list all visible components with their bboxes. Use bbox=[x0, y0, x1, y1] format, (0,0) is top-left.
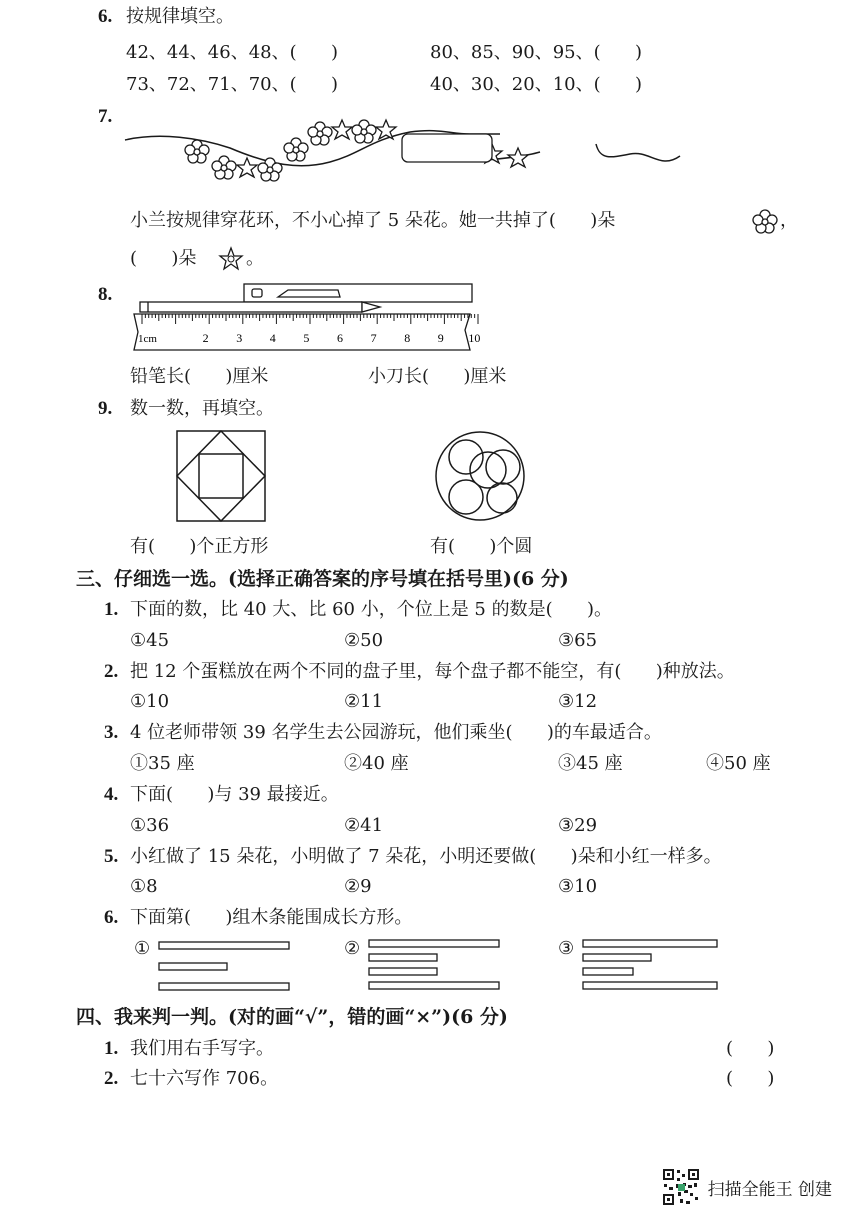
ruler-tick-label: 6 bbox=[337, 331, 343, 345]
s3-q4-text: 下面( )与 39 最接近。 bbox=[130, 784, 339, 805]
q6-number: 6. bbox=[98, 6, 113, 27]
pencil-icon bbox=[140, 302, 380, 312]
q6-sequence-4: 40、30、20、10、( ) bbox=[430, 74, 642, 95]
s3-q2-text: 把 12 个蛋糕放在两个不同的盘子里，每个盘子都不能空，有( )种放法。 bbox=[130, 661, 735, 682]
s3-q3-option-2: ②40 座 bbox=[344, 753, 409, 774]
q9-squares-answer: 有( )个正方形 bbox=[130, 536, 269, 557]
s3-q2-option-2: ②11 bbox=[344, 691, 384, 712]
ruler-tick-label: 9 bbox=[437, 331, 444, 345]
s3-q3-option-3: ③45 座 bbox=[558, 753, 623, 774]
q8-knife-length: 小刀长( )厘米 bbox=[368, 366, 507, 387]
s3-q2-option-1: ①10 bbox=[130, 691, 170, 712]
watermark-text: 扫描全能王 创建 bbox=[707, 1179, 832, 1200]
scanner-watermark bbox=[662, 1168, 832, 1206]
s3-q3-number: 3. bbox=[104, 722, 119, 743]
s4-q2-text: 七十六写作 706。 bbox=[130, 1068, 279, 1089]
q7-text-line-2: ( )朵 bbox=[130, 248, 197, 269]
s3-q1-text: 下面的数，比 40 大、比 60 小，个位上是 5 的数是( )。 bbox=[130, 599, 612, 620]
s3-q3-option-1: ①35 座 bbox=[130, 753, 195, 774]
q8-number: 8. bbox=[98, 284, 113, 305]
ruler-tick-label: 10 bbox=[468, 331, 481, 345]
q6-title: 按规律填空。 bbox=[126, 6, 234, 27]
s3-q4-option-1: ①36 bbox=[130, 815, 170, 836]
q7-text-line-1-tail: ， bbox=[780, 210, 798, 231]
ruler-tick-label: 3 bbox=[236, 331, 243, 345]
stick-group-3 bbox=[582, 938, 722, 994]
q8-pencil-length: 铅笔长( )厘米 bbox=[130, 366, 269, 387]
ruler-tick-label: 7 bbox=[370, 331, 377, 345]
s3-q5-option-1: ①8 bbox=[130, 876, 158, 897]
ruler-tick-label: 2 bbox=[202, 331, 209, 345]
s3-q4-option-3: ③29 bbox=[558, 815, 598, 836]
s4-q1-answer-blank: ( ) bbox=[726, 1038, 775, 1059]
ruler-tick-label: 5 bbox=[303, 331, 310, 345]
s3-q6-option-2: ② bbox=[344, 938, 361, 959]
q6-sequence-2: 80、85、90、95、( ) bbox=[430, 42, 642, 63]
s4-q2-answer-blank: ( ) bbox=[726, 1068, 775, 1089]
q6-sequence-3: 73、72、71、70、( ) bbox=[126, 74, 338, 95]
s3-q3-text: 4 位老师带领 39 名学生去公园游玩，他们乘坐( )的车最适合。 bbox=[130, 722, 662, 743]
s3-q1-option-2: ②50 bbox=[344, 630, 384, 651]
s3-q4-number: 4. bbox=[104, 784, 119, 805]
q6-sequence-1: 42、44、46、48、( ) bbox=[126, 42, 338, 63]
section-4-title: 四、我来判一判。(对的画“√”，错的画“×”)(6 分) bbox=[76, 1006, 508, 1028]
q7-number: 7. bbox=[98, 106, 113, 127]
s3-q6-option-1: ① bbox=[134, 938, 151, 959]
ruler-tick-label: 8 bbox=[404, 331, 411, 345]
q9-number: 9. bbox=[98, 398, 113, 419]
nested-squares-figure bbox=[176, 430, 268, 524]
q9-title: 数一数，再填空。 bbox=[130, 398, 274, 419]
q7-text-line-2-tail: 。 bbox=[246, 248, 264, 269]
s3-q5-text: 小红做了 15 朵花，小明做了 7 朵花，小明还要做( )朵和小红一样多。 bbox=[130, 846, 722, 867]
ruler-tick-label: 4 bbox=[269, 331, 276, 345]
ruler-illustration bbox=[128, 280, 481, 354]
s3-q2-option-3: ③12 bbox=[558, 691, 598, 712]
s3-q3-option-4: ④50 座 bbox=[706, 753, 771, 774]
ruler-unit-label: 1cm bbox=[138, 333, 157, 345]
flower-garland-illustration bbox=[120, 110, 590, 190]
q7-text-line-1: 小兰按规律穿花环，不小心掉了 5 朵花。她一共掉了( )朵 bbox=[130, 210, 616, 231]
s4-q2-number: 2. bbox=[104, 1068, 119, 1089]
s3-q2-number: 2. bbox=[104, 661, 119, 682]
section-3-title: 三、仔细选一选。(选择正确答案的序号填在括号里)(6 分) bbox=[76, 568, 569, 590]
s3-q6-number: 6. bbox=[104, 907, 119, 928]
s3-q1-option-1: ①45 bbox=[130, 630, 170, 651]
s4-q1-text: 我们用右手写字。 bbox=[130, 1038, 274, 1059]
q9-circles-answer: 有( )个圆 bbox=[430, 536, 533, 557]
stick-group-1 bbox=[158, 940, 294, 996]
s4-q1-number: 1. bbox=[104, 1038, 119, 1059]
daisy-flower-icon bbox=[752, 209, 778, 235]
qr-code-icon bbox=[662, 1168, 700, 1206]
circles-figure bbox=[434, 428, 528, 526]
s3-q1-option-3: ③65 bbox=[558, 630, 598, 651]
s3-q5-option-3: ③10 bbox=[558, 876, 598, 897]
s3-q1-number: 1. bbox=[104, 599, 119, 620]
s3-q5-option-2: ②9 bbox=[344, 876, 372, 897]
s3-q6-text: 下面第( )组木条能围成长方形。 bbox=[130, 907, 413, 928]
star-flower-icon bbox=[218, 246, 244, 272]
s3-q6-option-3: ③ bbox=[558, 938, 575, 959]
stick-group-2 bbox=[368, 938, 504, 994]
knife-icon bbox=[244, 284, 472, 302]
s3-q5-number: 5. bbox=[104, 846, 119, 867]
s3-q4-option-2: ②41 bbox=[344, 815, 384, 836]
